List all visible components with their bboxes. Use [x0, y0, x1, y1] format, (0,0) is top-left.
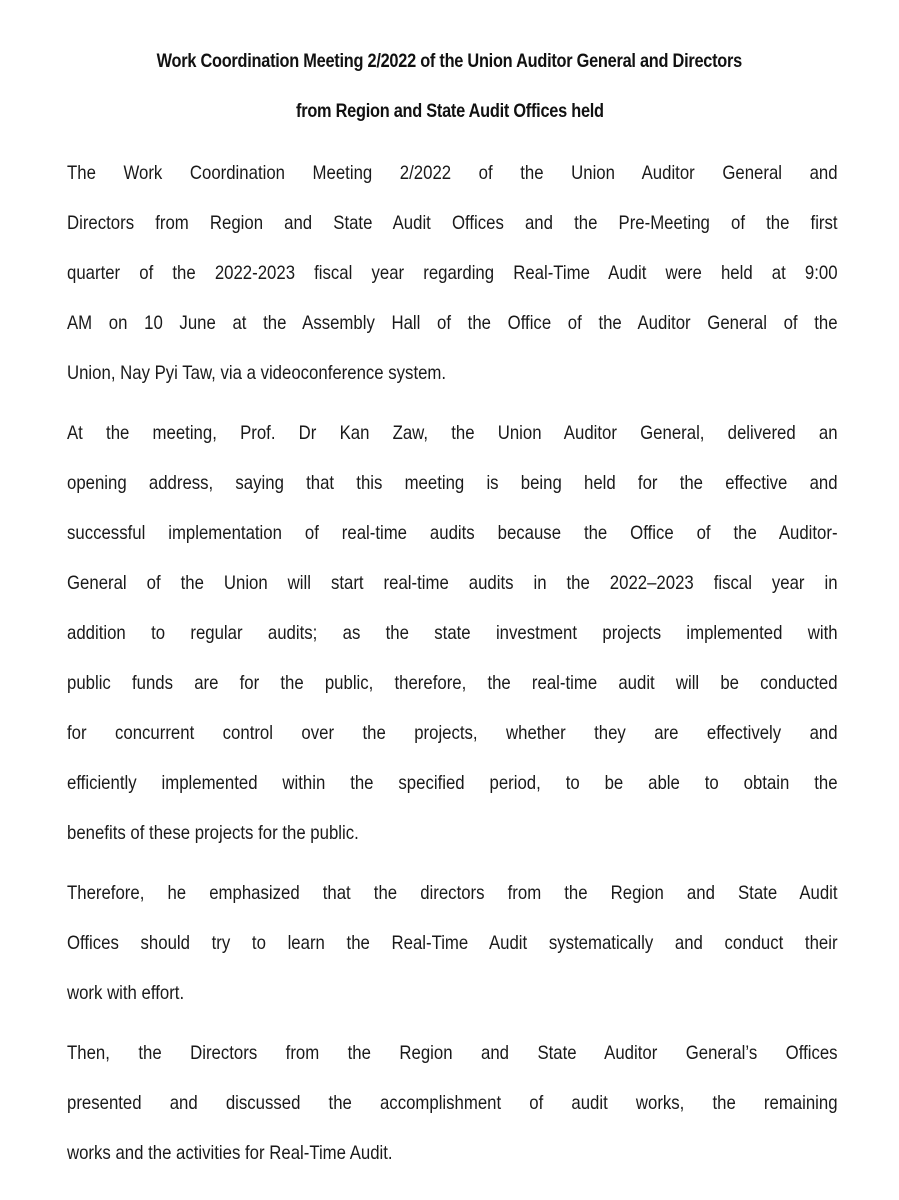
text-line: benefits of these projects for the public. — [67, 822, 359, 844]
text-line: Union, Nay Pyi Taw, via a videoconference system. — [67, 362, 447, 384]
text-line: quarter of the 2022-2023 fiscal year regarding Real-Time Audit were held at 9:00 — [67, 262, 838, 284]
text-line: Directors from Region and State Audit Offices and the Pre-Meeting of the first — [67, 212, 838, 234]
text-line: works and the activities for Real-Time Audit. — [67, 1142, 393, 1164]
text-line: public funds are for the public, therefore, the real-time audit will be conducted — [67, 672, 838, 694]
text-line: General of the Union will start real-time audits in the 2022–2023 fiscal year in — [67, 572, 838, 594]
title-line-2 — [0, 101, 899, 123]
text-line: efficiently implemented within the specified period, to be able to obtain the — [67, 772, 838, 794]
text-line: Therefore, he emphasized that the directors from the Region and State Audit — [67, 882, 838, 904]
text-line: addition to regular audits; as the state investment projects implemented with — [67, 622, 838, 644]
text-line: opening address, saying that this meeting is being held for the effective and — [67, 472, 838, 494]
text-line: At the meeting, Prof. Dr Kan Zaw, the Union Auditor General, delivered an — [67, 422, 838, 444]
title-line-1 — [0, 51, 899, 73]
text-line: The Work Coordination Meeting 2/2022 of the Union Auditor General and — [67, 162, 838, 184]
text-line: presented and discussed the accomplishment of audit works, the remaining — [67, 1092, 838, 1114]
text-line: AM on 10 June at the Assembly Hall of the Office of the Auditor General of the — [67, 312, 838, 334]
title-text: from Region and State Audit Offices held — [295, 101, 604, 122]
text-line: successful implementation of real-time audits because the Office of the Auditor- — [67, 522, 838, 544]
text-line: work with effort. — [67, 982, 185, 1004]
text-line: for concurrent control over the projects, whether they are effectively and — [67, 722, 838, 744]
text-line: Offices should try to learn the Real-Time Audit systematically and conduct their — [67, 932, 838, 954]
title-text: Work Coordination Meeting 2/2022 of the Union Auditor General and Directors — [156, 51, 743, 72]
text-line: Then, the Directors from the Region and State Auditor General’s Offices — [67, 1042, 838, 1064]
